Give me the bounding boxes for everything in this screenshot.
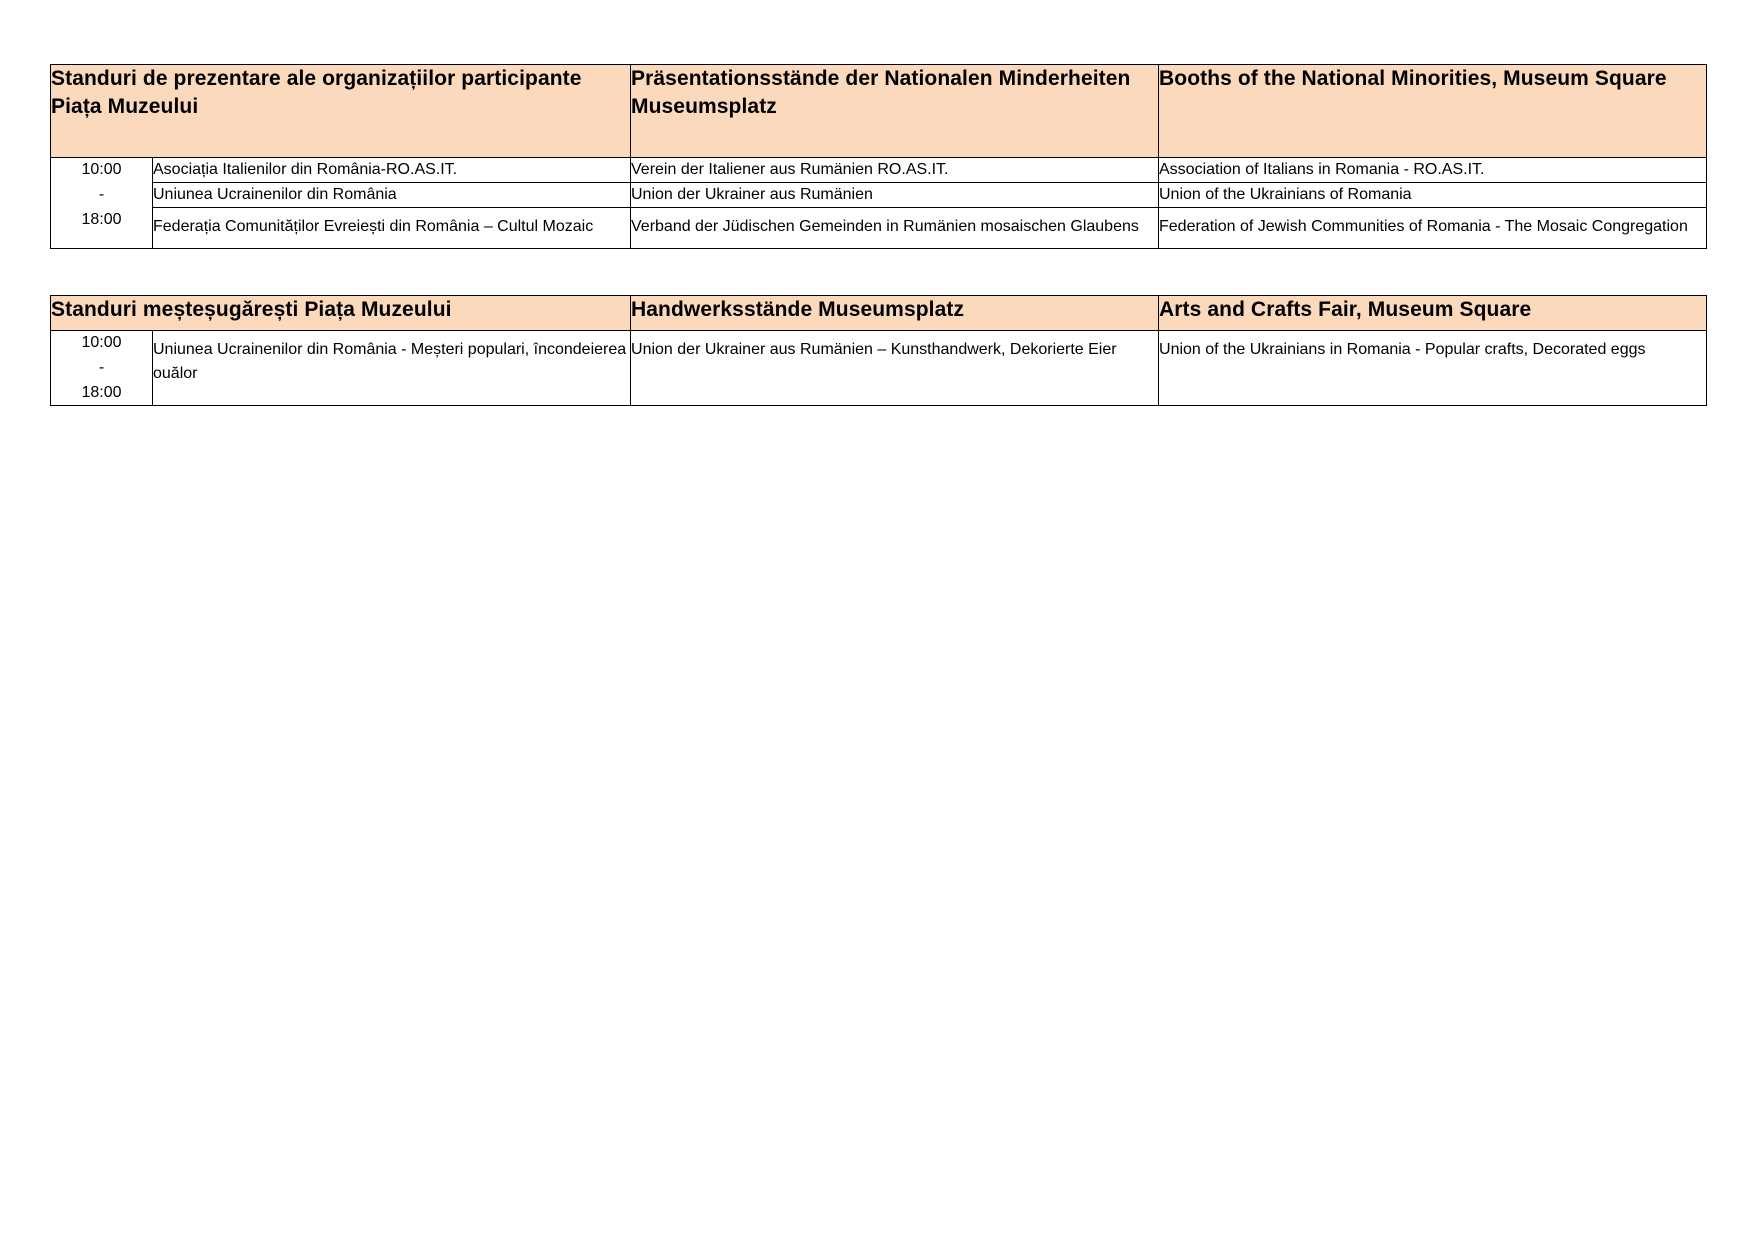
header-cell-ro: Standuri de prezentare ale organizațiilor participante Piața Muzeului [51, 65, 631, 158]
crafts-table [50, 295, 1707, 406]
booths-table [50, 64, 1707, 249]
time-cell [51, 331, 153, 406]
table-row [51, 158, 1707, 183]
cell-en: Union of the Ukrainians in Romania - Popular crafts, Decorated eggs [1159, 331, 1707, 406]
cell-de: Union der Ukrainer aus Rumänien – Kunsthandwerk, Dekorierte Eier [631, 331, 1159, 406]
time-start: 10:00 [81, 334, 122, 351]
cell-ro: Asociația Italienilor din România-RO.AS.IT. [153, 158, 631, 183]
cell-de: Verband der Jüdischen Gemeinden in Rumänien mosaischen Glaubens [631, 208, 1159, 249]
cell-de: Verein der Italiener aus Rumänien RO.AS.IT. [631, 158, 1159, 183]
cell-de: Union der Ukrainer aus Rumänien [631, 183, 1159, 208]
header-cell-de: Handwerksstände Museumsplatz [631, 296, 1159, 331]
cell-en: Federation of Jewish Communities of Romania - The Mosaic Congregation [1159, 208, 1707, 249]
time-dash: - [98, 358, 105, 376]
header-cell-ro: Standuri meșteșugărești Piața Muzeului [51, 296, 631, 331]
cell-en: Union of the Ukrainians of Romania [1159, 183, 1707, 208]
table-header-row [51, 65, 1707, 158]
table-row [51, 183, 1707, 208]
header-cell-en: Arts and Crafts Fair, Museum Square [1159, 296, 1707, 331]
table-row [51, 331, 1707, 406]
cell-en: Association of Italians in Romania - RO.AS.IT. [1159, 158, 1707, 183]
header-cell-de: Präsentationsstände der Nationalen Minderheiten Museumsplatz [631, 65, 1159, 158]
time-end: 18:00 [81, 383, 122, 401]
time-end: 18:00 [81, 210, 122, 228]
table-spacer [48, 249, 1706, 295]
cell-ro: Uniunea Ucrainenilor din România [153, 183, 631, 208]
cell-ro: Federația Comunităților Evreiești din România – Cultul Mozaic [153, 208, 631, 249]
table-row [51, 208, 1707, 249]
cell-ro: Uniunea Ucrainenilor din România - Meșteri populari, încondeierea ouălor [153, 331, 631, 406]
time-start: 10:00 [81, 161, 122, 178]
table-header-row [51, 296, 1707, 331]
time-cell [51, 158, 153, 249]
time-dash: - [98, 185, 105, 203]
header-cell-en: Booths of the National Minorities, Museum Square [1159, 65, 1707, 158]
